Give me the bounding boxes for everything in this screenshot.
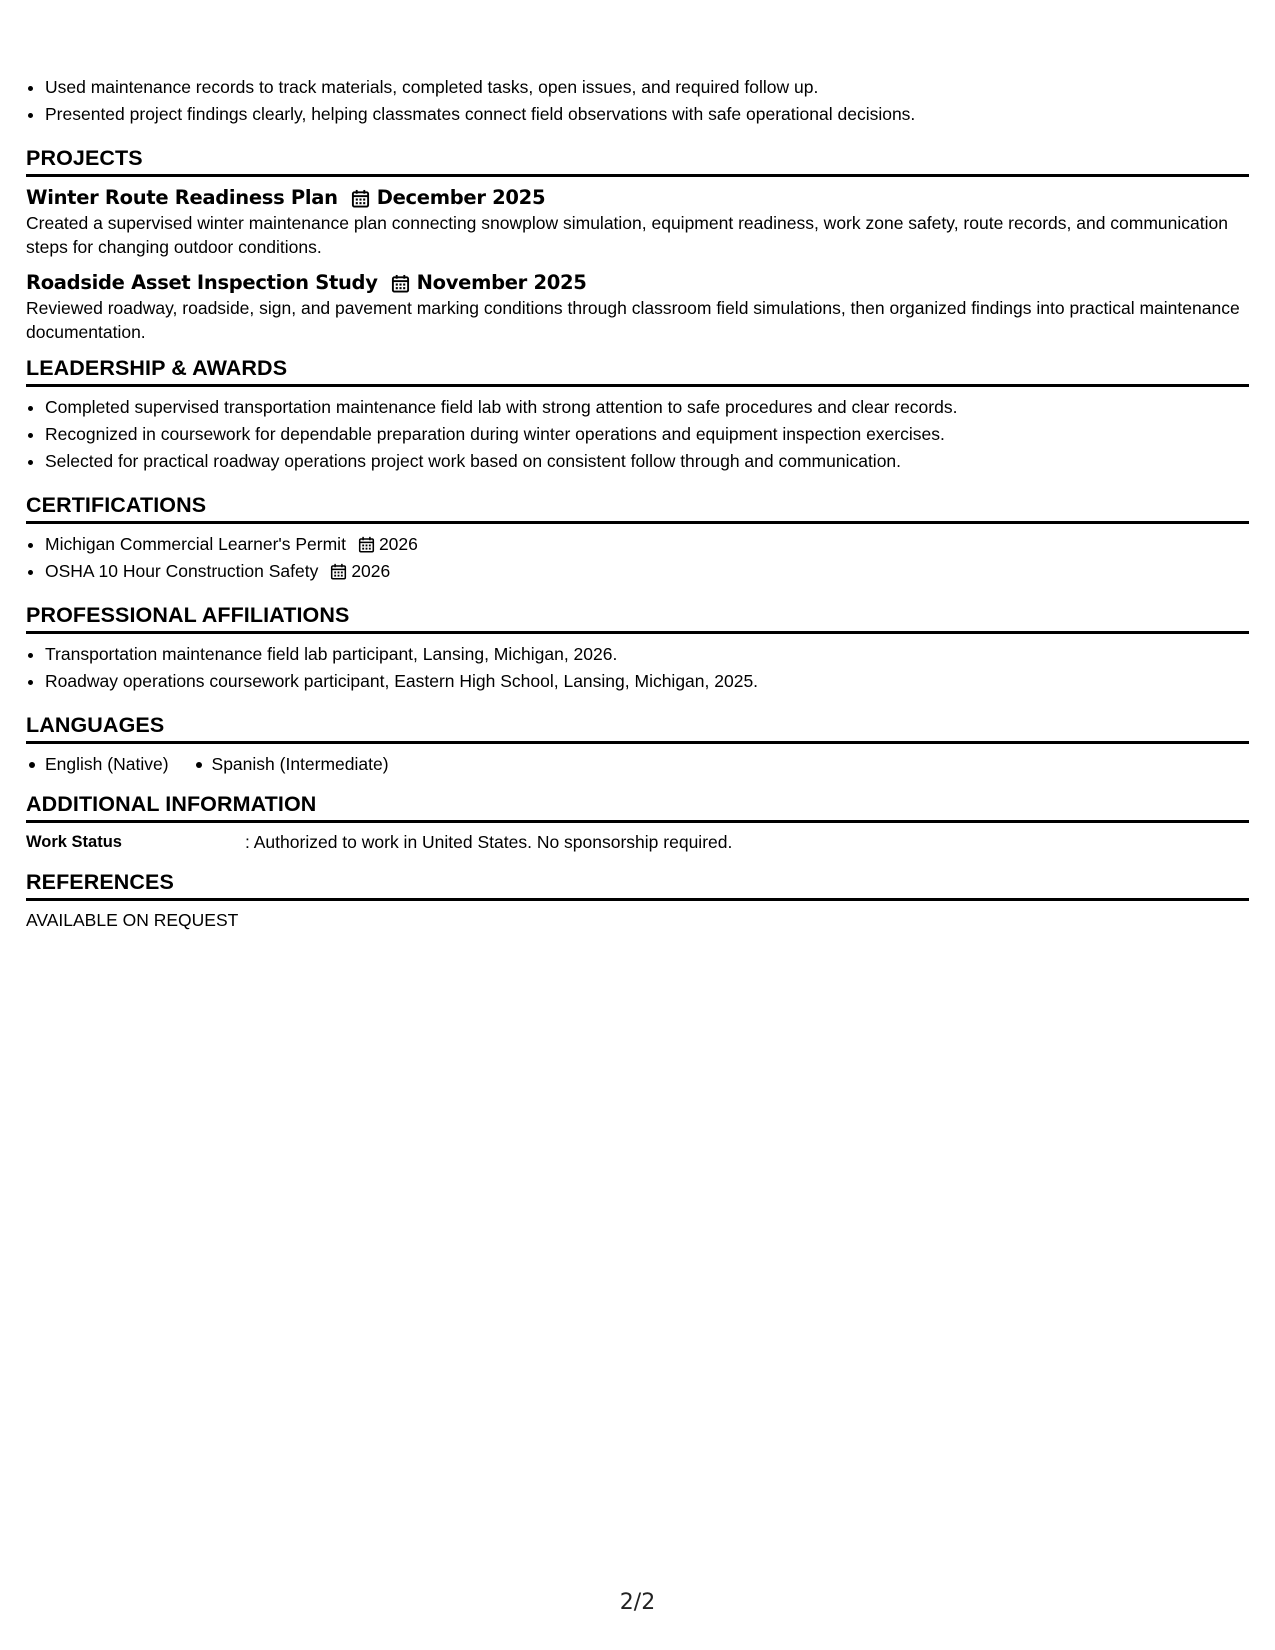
list-item: • Roadway operations coursework participant, Eastern High School, Lansing, Michigan, 2025. bbox=[45, 668, 1249, 695]
additional-info-section bbox=[26, 790, 1249, 854]
languages-heading: LANGUAGES bbox=[26, 711, 1249, 744]
list-item: • Completed supervised transportation maintenance field lab with strong attention to safe procedures and clear records. bbox=[45, 394, 1249, 421]
leadership-heading: LEADERSHIP & AWARDS bbox=[26, 354, 1249, 387]
languages-list bbox=[26, 751, 1249, 778]
list-item: • Presented project findings clearly, helping classmates connect field observations with safe operational decisions. bbox=[45, 101, 1249, 128]
project-header bbox=[26, 184, 1249, 212]
additional-info-heading: ADDITIONAL INFORMATION bbox=[26, 790, 1249, 823]
affiliations-list bbox=[26, 641, 1249, 695]
certification-row bbox=[45, 558, 1249, 585]
certification-row bbox=[45, 531, 1249, 558]
certification-name: • OSHA 10 Hour Construction Safety bbox=[45, 561, 319, 581]
projects-section bbox=[26, 144, 1249, 344]
project-description: Created a supervised winter maintenance plan connecting snowplow simulation, equipment readiness, work zone safety, route records, and communication steps for changing outdoor conditions. bbox=[26, 213, 1228, 257]
page-number: 2/2 bbox=[619, 1590, 656, 1615]
project-description: Reviewed roadway, roadside, sign, and pavement marking conditions through classroom field simulations, then organized findings into practical maintenance documentation. bbox=[26, 298, 1240, 342]
project-entry bbox=[26, 184, 1249, 259]
certifications-section bbox=[26, 491, 1249, 585]
list-item: • Selected for practical roadway operations project work based on consistent follow through and communication. bbox=[45, 448, 1249, 475]
leadership-section bbox=[26, 354, 1249, 475]
resume-page-2 bbox=[26, 74, 1249, 932]
languages-section bbox=[26, 711, 1249, 778]
list-item: • Transportation maintenance field lab participant, Lansing, Michigan, 2026. bbox=[45, 641, 1249, 668]
references-section bbox=[26, 868, 1249, 932]
references-heading: REFERENCES bbox=[26, 868, 1249, 901]
experience-bullets-continued bbox=[26, 74, 1249, 128]
affiliations-section bbox=[26, 601, 1249, 695]
list-item bbox=[45, 531, 1249, 558]
calendar-icon bbox=[330, 563, 347, 580]
project-header bbox=[26, 269, 1249, 297]
project-date: November 2025 bbox=[416, 271, 587, 294]
work-status-row bbox=[26, 830, 1249, 854]
certification-year: 2026 bbox=[378, 534, 418, 554]
projects-heading: PROJECTS bbox=[26, 144, 1249, 177]
affiliations-heading: PROFESSIONAL AFFILIATIONS bbox=[26, 601, 1249, 634]
list-item bbox=[45, 558, 1249, 585]
calendar-icon bbox=[391, 274, 410, 293]
list-item: • Recognized in coursework for dependable preparation during winter operations and equipment inspection exercises. bbox=[45, 421, 1249, 448]
project-entry bbox=[26, 269, 1249, 344]
certification-year: 2026 bbox=[351, 561, 391, 581]
project-date: December 2025 bbox=[376, 186, 546, 209]
certification-name: • Michigan Commercial Learner's Permit bbox=[45, 534, 346, 554]
certifications-heading: CERTIFICATIONS bbox=[26, 491, 1249, 524]
list-item: • Used maintenance records to track materials, completed tasks, open issues, and required follow up. bbox=[45, 74, 1249, 101]
calendar-icon bbox=[358, 536, 375, 553]
project-name: Winter Route Readiness Plan bbox=[26, 186, 338, 209]
language-item: Spanish (Intermediate) bbox=[193, 751, 389, 778]
work-status-value: : Authorized to work in United States. No sponsorship required. bbox=[245, 832, 733, 852]
language-item: English (Native) bbox=[26, 751, 169, 778]
references-text: AVAILABLE ON REQUEST bbox=[26, 910, 239, 930]
certifications-list bbox=[26, 531, 1249, 585]
project-name: Roadside Asset Inspection Study bbox=[26, 271, 378, 294]
leadership-list bbox=[26, 394, 1249, 475]
work-status-label: Work Status bbox=[26, 833, 122, 851]
calendar-icon bbox=[351, 189, 370, 208]
